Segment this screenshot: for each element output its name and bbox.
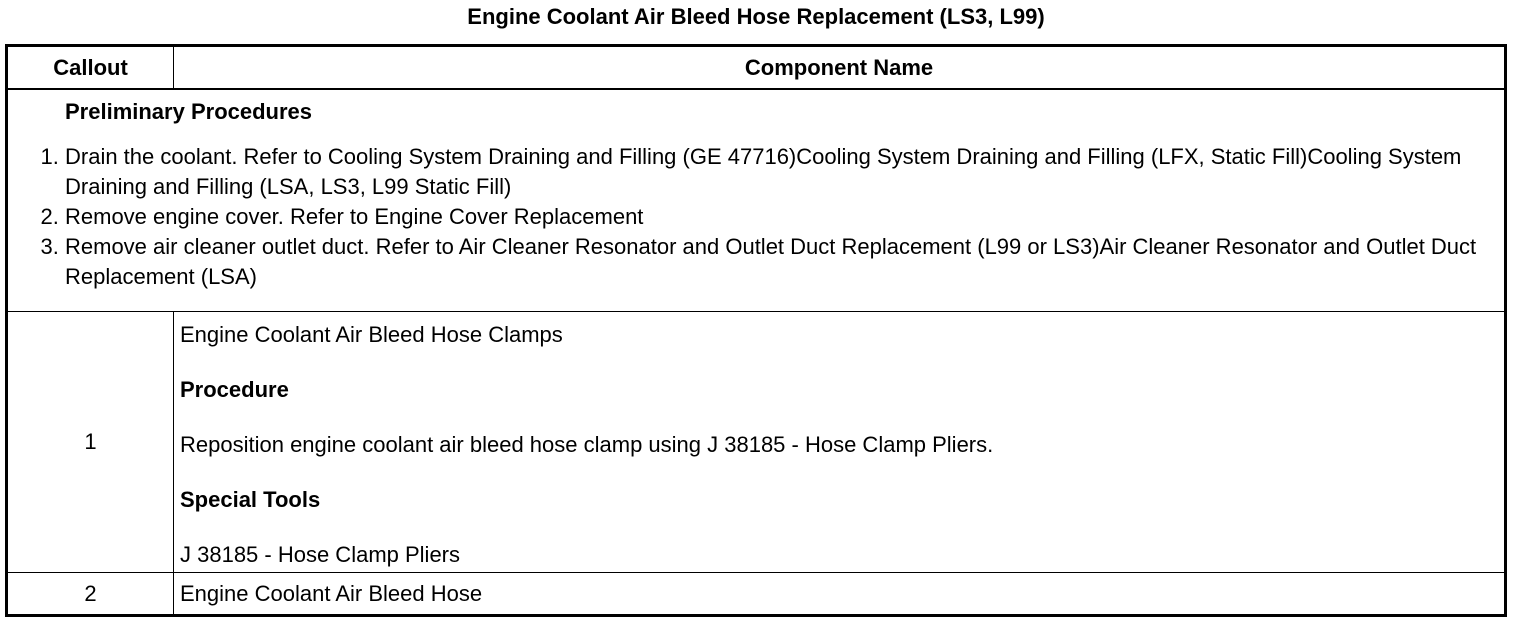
preliminary-step: 1. Drain the coolant. Refer to Cooling System Draining and Filling (GE 47716)Cooling System Draining and Filling (LFX, Static Fill)Cooling System Draining and Filling (LSA, LS3, L99 Static Fill) — [65, 142, 1504, 202]
procedure-heading: Procedure — [180, 377, 289, 402]
table-row — [7, 312, 1506, 573]
callout-number: 1 — [7, 312, 174, 573]
preliminary-heading: Preliminary Procedures — [65, 99, 313, 124]
component-name: Engine Coolant Air Bleed Hose Clamps — [180, 322, 563, 347]
header-component-name: Component Name — [174, 46, 1506, 90]
component-cell — [174, 312, 1506, 573]
preliminary-step: 3. Remove air cleaner outlet duct. Refer to Air Cleaner Resonator and Outlet Duct Replacement (L99 or LS3)Air Cleaner Resonator and Outlet Duct Replacement (LSA) — [65, 232, 1504, 292]
table-row — [7, 573, 1506, 616]
special-tools-text: J 38185 - Hose Clamp Pliers — [180, 542, 461, 567]
procedure-table — [5, 44, 1507, 617]
callout-number: 2 — [7, 573, 174, 616]
preliminary-row — [7, 89, 1506, 312]
special-tools-heading: Special Tools — [180, 487, 321, 512]
procedure-text: Reposition engine coolant air bleed hose clamp using J 38185 - Hose Clamp Pliers. — [180, 432, 994, 457]
preliminary-cell — [7, 89, 1506, 312]
preliminary-step: 2. Remove engine cover. Refer to Engine Cover Replacement — [65, 202, 1504, 232]
header-callout: Callout — [7, 46, 174, 90]
table-header-row — [7, 46, 1506, 90]
component-name: Engine Coolant Air Bleed Hose — [174, 573, 1506, 616]
preliminary-steps — [8, 142, 1504, 292]
page-title: Engine Coolant Air Bleed Hose Replacement (LS3, L99) — [467, 4, 1045, 29]
